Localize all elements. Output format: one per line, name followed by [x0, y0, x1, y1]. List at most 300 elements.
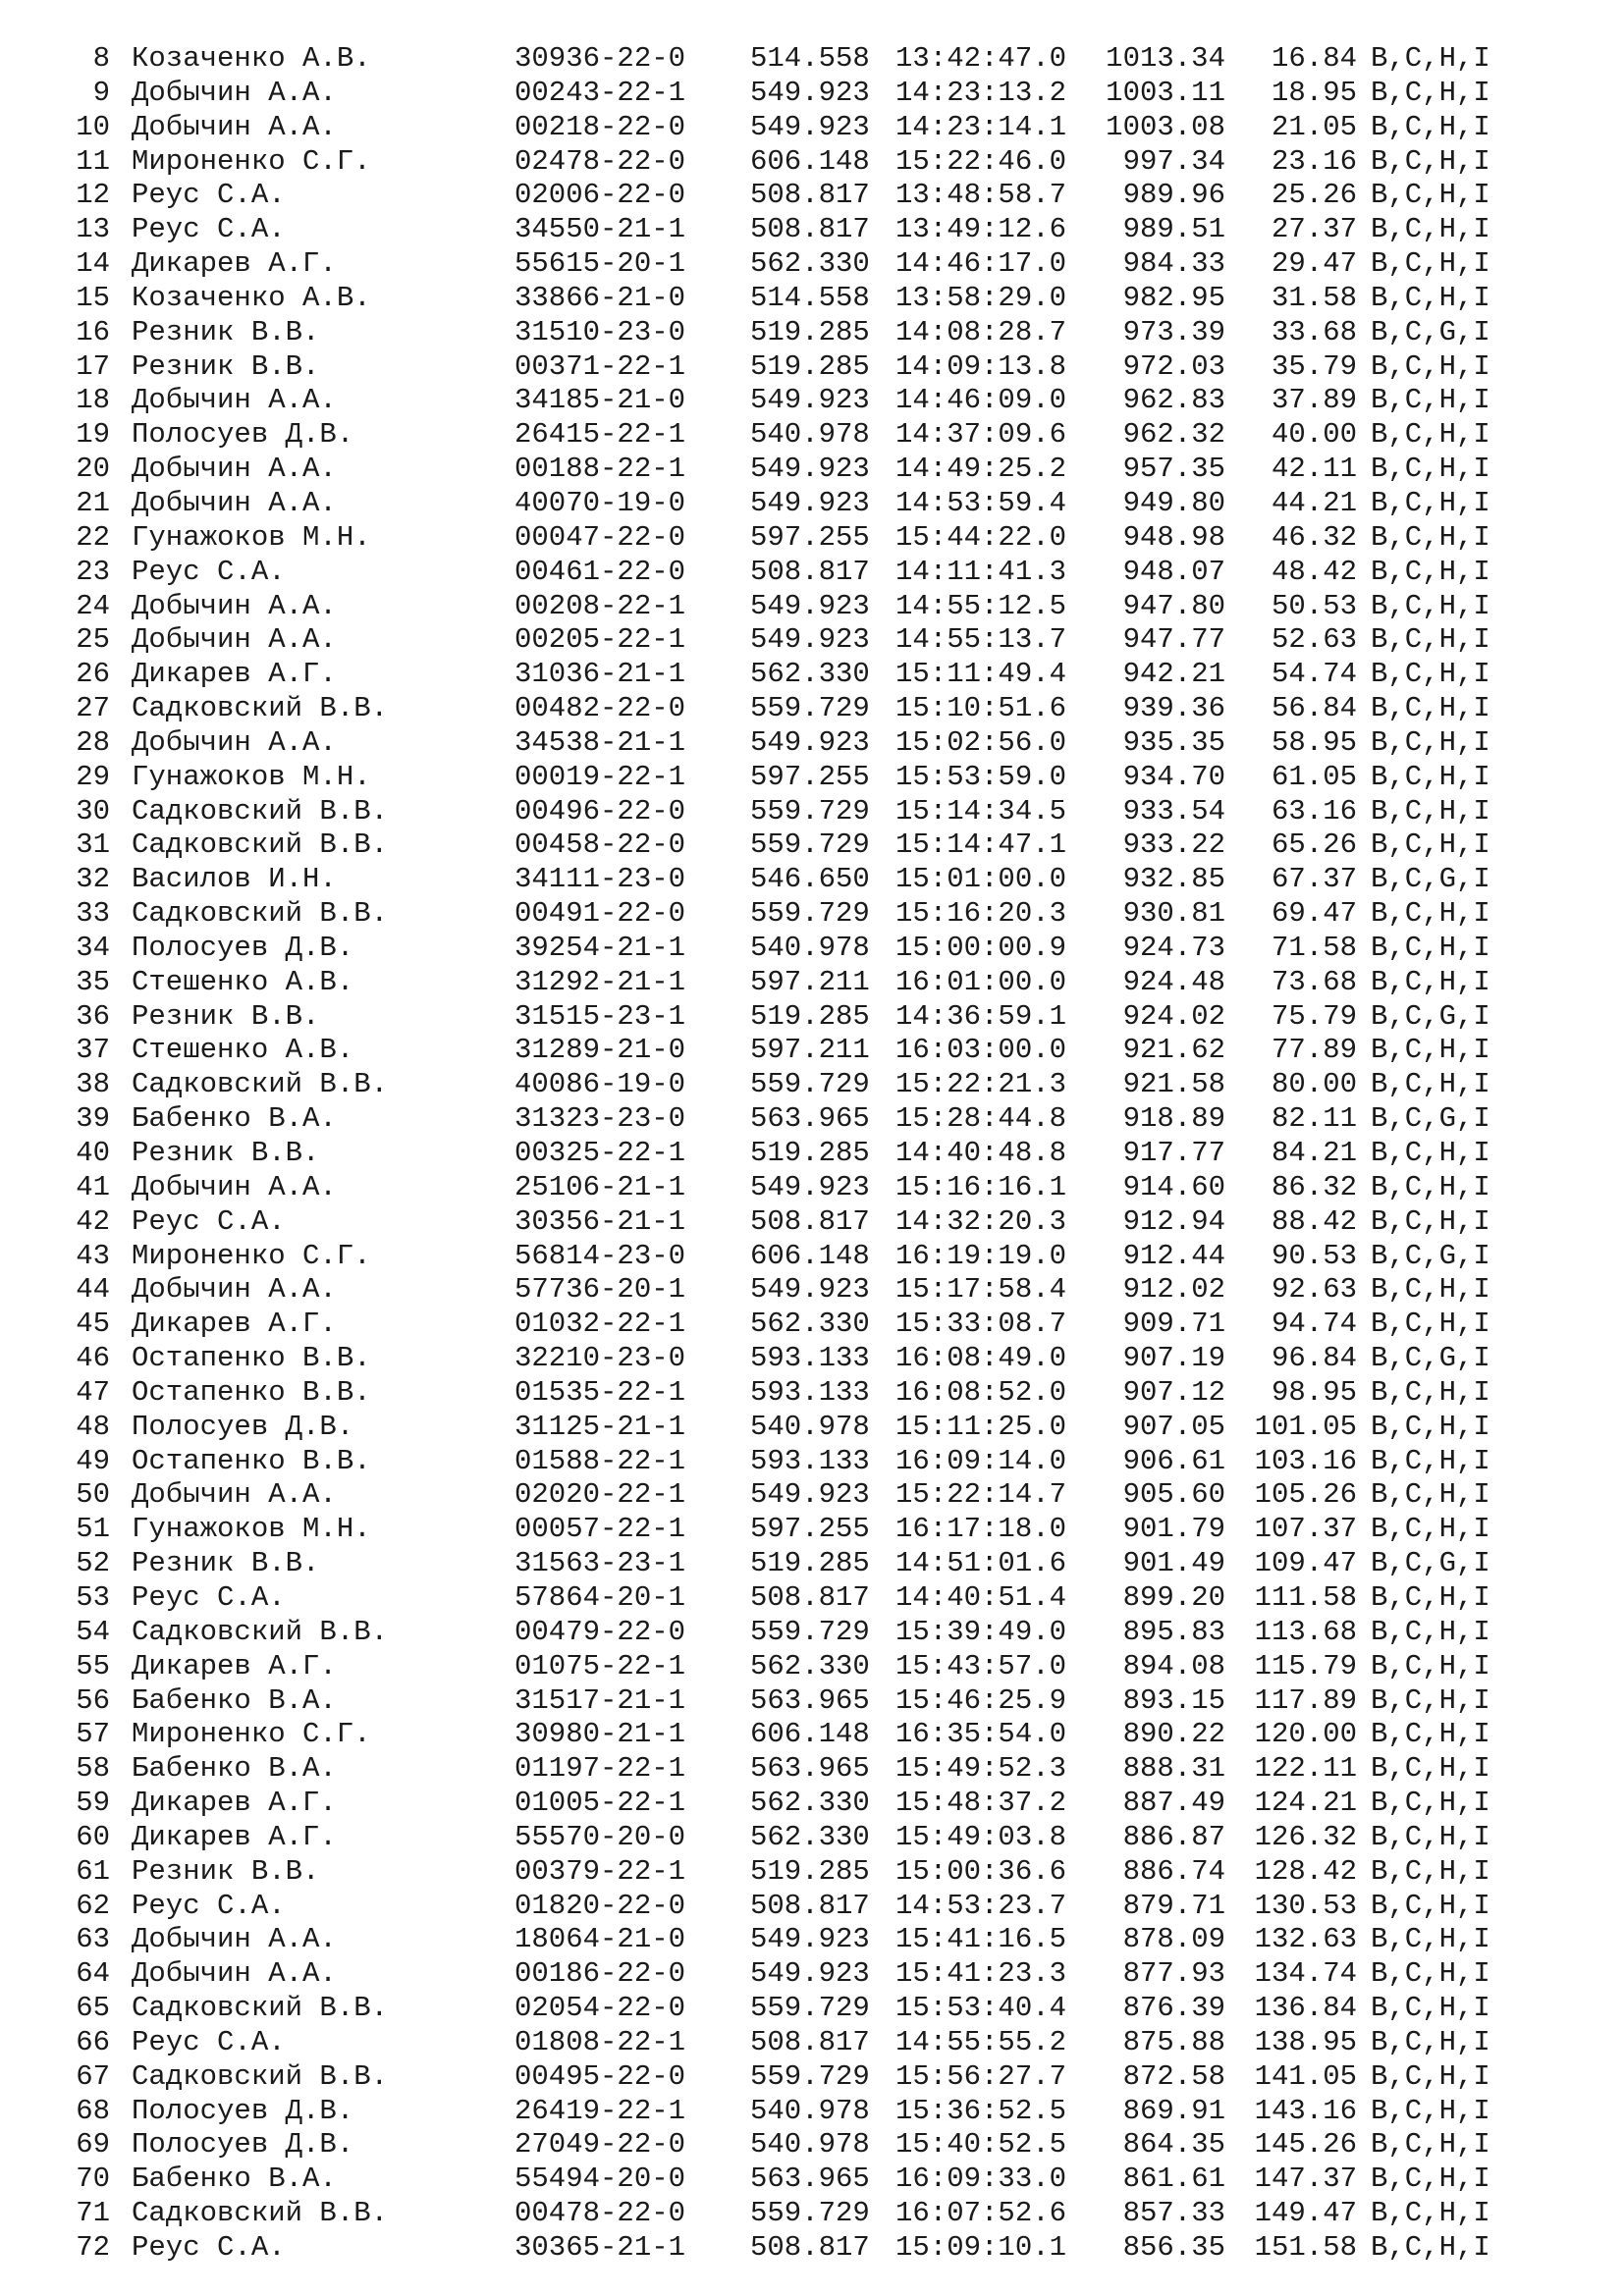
points: 61.05 [1271, 760, 1357, 793]
speed: 907.12 [1122, 1375, 1225, 1409]
table-row [0, 1547, 1624, 1581]
table-row [0, 1513, 1624, 1547]
categories: B,C,H,I [1371, 1478, 1490, 1512]
speed: 989.96 [1122, 179, 1225, 212]
ring-number: 31510-23-0 [514, 315, 686, 348]
categories: B,C,H,I [1371, 1923, 1490, 1956]
points: 128.42 [1254, 1854, 1357, 1888]
table-row [0, 897, 1624, 932]
points: 52.63 [1271, 623, 1357, 657]
speed: 934.70 [1122, 760, 1225, 793]
fancier-name: Василов И.Н. [132, 863, 337, 896]
place-number: 14 [76, 247, 110, 281]
ring-number: 30365-21-1 [514, 2231, 686, 2264]
ring-number: 31289-21-0 [514, 1034, 686, 1067]
distance: 508.817 [750, 213, 870, 246]
table-row [0, 1957, 1624, 1992]
place-number: 64 [76, 1957, 110, 1991]
distance: 559.729 [750, 692, 870, 725]
speed: 886.74 [1122, 1854, 1225, 1888]
place-number: 39 [76, 1102, 110, 1136]
place-number: 26 [76, 658, 110, 691]
categories: B,C,H,I [1371, 1068, 1490, 1101]
table-row [0, 1240, 1624, 1274]
distance: 508.817 [750, 179, 870, 212]
table-row [0, 42, 1624, 77]
table-row [0, 384, 1624, 418]
arrival-time: 15:46:25.9 [895, 1683, 1067, 1717]
points: 130.53 [1254, 1889, 1357, 1922]
fancier-name: Мироненко С.Г. [132, 1718, 371, 1751]
fancier-name: Добычин А.А. [132, 110, 337, 143]
place-number: 41 [76, 1170, 110, 1203]
arrival-time: 13:48:58.7 [895, 179, 1067, 212]
points: 86.32 [1271, 1170, 1357, 1203]
speed: 876.39 [1122, 1992, 1225, 2025]
place-number: 31 [76, 828, 110, 862]
table-row [0, 2095, 1624, 2129]
categories: B,C,H,I [1371, 1513, 1490, 1546]
fancier-name: Полосуев Д.В. [132, 931, 354, 964]
table-row [0, 350, 1624, 385]
place-number: 60 [76, 1820, 110, 1853]
categories: B,C,H,I [1371, 247, 1490, 281]
categories: B,C,G,I [1371, 1342, 1490, 1375]
arrival-time: 16:08:49.0 [895, 1342, 1067, 1375]
distance: 563.965 [750, 1752, 870, 1786]
points: 80.00 [1271, 1068, 1357, 1101]
categories: B,C,H,I [1371, 897, 1490, 931]
place-number: 36 [76, 999, 110, 1033]
ring-number: 01005-22-1 [514, 1787, 686, 1820]
fancier-name: Садковский В.В. [132, 1068, 389, 1101]
ring-number: 02006-22-0 [514, 179, 686, 212]
distance: 549.923 [750, 725, 870, 759]
speed: 917.77 [1122, 1137, 1225, 1169]
categories: B,C,H,I [1371, 589, 1490, 622]
ring-number: 00019-22-1 [514, 760, 686, 793]
categories: B,C,G,I [1371, 1102, 1490, 1136]
fancier-name: Козаченко А.В. [132, 42, 371, 75]
ring-number: 02020-22-1 [514, 1478, 686, 1512]
distance: 549.923 [750, 453, 870, 486]
speed: 869.91 [1122, 2094, 1225, 2127]
fancier-name: Добычин А.А. [132, 1957, 337, 1991]
categories: B,C,H,I [1371, 1034, 1490, 1067]
points: 50.53 [1271, 589, 1357, 622]
fancier-name: Садковский В.В. [132, 2197, 389, 2230]
categories: B,C,G,I [1371, 1239, 1490, 1272]
distance: 563.965 [750, 1683, 870, 1717]
points: 54.74 [1271, 658, 1357, 691]
arrival-time: 14:40:51.4 [895, 1580, 1067, 1614]
distance: 546.650 [750, 863, 870, 896]
place-number: 48 [76, 1410, 110, 1443]
points: 101.05 [1254, 1410, 1357, 1443]
distance: 549.923 [750, 1957, 870, 1991]
place-number: 20 [76, 453, 110, 486]
place-number: 44 [76, 1273, 110, 1307]
place-number: 59 [76, 1787, 110, 1820]
fancier-name: Добычин А.А. [132, 725, 337, 759]
points: 82.11 [1271, 1102, 1357, 1136]
distance: 597.255 [750, 1513, 870, 1546]
place-number: 40 [76, 1137, 110, 1169]
categories: B,C,H,I [1371, 2231, 1490, 2264]
speed: 1013.34 [1106, 42, 1225, 75]
fancier-name: Дикарев А.Г. [132, 658, 337, 691]
place-number: 12 [76, 179, 110, 212]
ring-number: 31125-21-1 [514, 1410, 686, 1443]
distance: 519.285 [750, 1137, 870, 1169]
points: 90.53 [1271, 1239, 1357, 1272]
arrival-time: 15:48:37.2 [895, 1787, 1067, 1820]
ring-number: 31563-23-1 [514, 1547, 686, 1580]
ring-number: 31517-21-1 [514, 1683, 686, 1717]
points: 126.32 [1254, 1820, 1357, 1853]
points: 111.58 [1254, 1580, 1357, 1614]
table-row [0, 487, 1624, 521]
points: 88.42 [1271, 1204, 1357, 1238]
table-row [0, 623, 1624, 658]
categories: B,C,H,I [1371, 1752, 1490, 1786]
speed: 907.19 [1122, 1342, 1225, 1375]
categories: B,C,H,I [1371, 794, 1490, 828]
categories: B,C,H,I [1371, 965, 1490, 998]
points: 149.47 [1254, 2197, 1357, 2230]
categories: B,C,H,I [1371, 1718, 1490, 1751]
table-row [0, 2163, 1624, 2197]
table-row [0, 179, 1624, 213]
arrival-time: 16:09:33.0 [895, 2163, 1067, 2196]
ring-number: 01032-22-1 [514, 1308, 686, 1341]
points: 98.95 [1271, 1375, 1357, 1409]
distance: 549.923 [750, 1273, 870, 1307]
fancier-name: Дикарев А.Г. [132, 1308, 337, 1341]
table-row [0, 1376, 1624, 1411]
points: 147.37 [1254, 2163, 1357, 2196]
table-row [0, 77, 1624, 111]
distance: 540.978 [750, 1410, 870, 1443]
place-number: 24 [76, 589, 110, 622]
categories: B,C,H,I [1371, 931, 1490, 964]
categories: B,C,H,I [1371, 486, 1490, 519]
ring-number: 55615-20-1 [514, 247, 686, 281]
fancier-name: Бабенко В.А. [132, 2163, 337, 2196]
distance: 549.923 [750, 384, 870, 417]
arrival-time: 14:55:55.2 [895, 2025, 1067, 2058]
fancier-name: Дикарев А.Г. [132, 1649, 337, 1682]
ring-number: 01820-22-0 [514, 1889, 686, 1922]
place-number: 63 [76, 1923, 110, 1956]
table-row [0, 590, 1624, 624]
table-row [0, 1000, 1624, 1035]
speed: 875.88 [1122, 2025, 1225, 2058]
points: 96.84 [1271, 1342, 1357, 1375]
speed: 935.35 [1122, 725, 1225, 759]
arrival-time: 15:16:16.1 [895, 1170, 1067, 1203]
distance: 559.729 [750, 1068, 870, 1101]
points: 109.47 [1254, 1547, 1357, 1580]
categories: B,C,H,I [1371, 1649, 1490, 1682]
table-row [0, 828, 1624, 863]
ring-number: 30356-21-1 [514, 1204, 686, 1238]
speed: 989.51 [1122, 213, 1225, 246]
place-number: 22 [76, 520, 110, 554]
ring-number: 00218-22-0 [514, 110, 686, 143]
fancier-name: Бабенко В.А. [132, 1102, 337, 1136]
ring-number: 00205-22-1 [514, 623, 686, 657]
speed: 912.44 [1122, 1239, 1225, 1272]
points: 33.68 [1271, 315, 1357, 348]
table-row [0, 658, 1624, 692]
speed: 861.61 [1122, 2163, 1225, 2196]
arrival-time: 15:53:40.4 [895, 1992, 1067, 2025]
categories: B,C,H,I [1371, 281, 1490, 314]
table-row [0, 1752, 1624, 1787]
categories: B,C,H,I [1371, 2059, 1490, 2093]
categories: B,C,H,I [1371, 520, 1490, 554]
ring-number: 56814-23-0 [514, 1239, 686, 1272]
ring-number: 40086-19-0 [514, 1068, 686, 1101]
categories: B,C,H,I [1371, 42, 1490, 75]
place-number: 17 [76, 349, 110, 383]
arrival-time: 15:28:44.8 [895, 1102, 1067, 1136]
distance: 549.923 [750, 1923, 870, 1956]
categories: B,C,H,I [1371, 2163, 1490, 2196]
distance: 559.729 [750, 828, 870, 862]
ring-number: 00482-22-0 [514, 692, 686, 725]
table-row [0, 2197, 1624, 2231]
place-number: 62 [76, 1889, 110, 1922]
fancier-name: Реус С.А. [132, 1889, 286, 1922]
categories: B,C,H,I [1371, 144, 1490, 178]
ring-number: 00495-22-0 [514, 2059, 686, 2093]
fancier-name: Добычин А.А. [132, 486, 337, 519]
distance: 519.285 [750, 315, 870, 348]
place-number: 46 [76, 1342, 110, 1375]
arrival-time: 16:09:14.0 [895, 1444, 1067, 1477]
arrival-time: 15:56:27.7 [895, 2059, 1067, 2093]
points: 40.00 [1271, 418, 1357, 452]
points: 120.00 [1254, 1718, 1357, 1751]
fancier-name: Добычин А.А. [132, 1273, 337, 1307]
table-row [0, 1787, 1624, 1821]
points: 21.05 [1271, 110, 1357, 143]
ring-number: 34538-21-1 [514, 725, 686, 759]
arrival-time: 14:23:14.1 [895, 110, 1067, 143]
arrival-time: 14:51:01.6 [895, 1547, 1067, 1580]
place-number: 33 [76, 897, 110, 931]
ring-number: 34185-21-0 [514, 384, 686, 417]
table-row [0, 1650, 1624, 1684]
table-row [0, 1205, 1624, 1240]
place-number: 49 [76, 1444, 110, 1477]
categories: B,C,H,I [1371, 828, 1490, 862]
fancier-name: Садковский В.В. [132, 828, 389, 862]
categories: B,C,H,I [1371, 555, 1490, 588]
categories: B,C,H,I [1371, 1957, 1490, 1991]
ring-number: 00325-22-1 [514, 1137, 686, 1169]
points: 103.16 [1254, 1444, 1357, 1477]
speed: 909.71 [1122, 1308, 1225, 1341]
points: 105.26 [1254, 1478, 1357, 1512]
arrival-time: 14:23:13.2 [895, 76, 1067, 109]
table-row [0, 1273, 1624, 1308]
speed: 924.73 [1122, 931, 1225, 964]
speed: 877.93 [1122, 1957, 1225, 1991]
arrival-time: 15:43:57.0 [895, 1649, 1067, 1682]
place-number: 67 [76, 2059, 110, 2093]
place-number: 71 [76, 2197, 110, 2230]
table-row [0, 1718, 1624, 1752]
fancier-name: Стешенко А.В. [132, 1034, 354, 1067]
table-row [0, 1445, 1624, 1479]
categories: B,C,H,I [1371, 623, 1490, 657]
table-row [0, 932, 1624, 966]
arrival-time: 15:10:51.6 [895, 692, 1067, 725]
results-table [0, 42, 1624, 2266]
distance: 562.330 [750, 1649, 870, 1682]
arrival-time: 15:41:23.3 [895, 1957, 1067, 1991]
points: 117.89 [1254, 1683, 1357, 1717]
fancier-name: Добычин А.А. [132, 1478, 337, 1512]
distance: 562.330 [750, 1820, 870, 1853]
ring-number: 00208-22-1 [514, 589, 686, 622]
distance: 508.817 [750, 2025, 870, 2058]
table-row [0, 1616, 1624, 1650]
table-row [0, 282, 1624, 316]
categories: B,C,H,I [1371, 1273, 1490, 1307]
fancier-name: Реус С.А. [132, 555, 286, 588]
ring-number: 39254-21-1 [514, 931, 686, 964]
points: 94.74 [1271, 1308, 1357, 1341]
table-row [0, 1992, 1624, 2026]
distance: 593.133 [750, 1342, 870, 1375]
categories: B,C,G,I [1371, 863, 1490, 896]
speed: 949.80 [1122, 486, 1225, 519]
ring-number: 34550-21-1 [514, 213, 686, 246]
points: 42.11 [1271, 453, 1357, 486]
place-number: 42 [76, 1204, 110, 1238]
place-number: 54 [76, 1615, 110, 1648]
points: 48.42 [1271, 555, 1357, 588]
place-number: 43 [76, 1239, 110, 1272]
table-row [0, 1411, 1624, 1445]
speed: 864.35 [1122, 2128, 1225, 2162]
speed: 947.77 [1122, 623, 1225, 657]
fancier-name: Садковский В.В. [132, 1992, 389, 2025]
points: 132.63 [1254, 1923, 1357, 1956]
points: 115.79 [1254, 1649, 1357, 1682]
speed: 905.60 [1122, 1478, 1225, 1512]
place-number: 10 [76, 110, 110, 143]
arrival-time: 14:11:41.3 [895, 555, 1067, 588]
categories: B,C,H,I [1371, 349, 1490, 383]
place-number: 56 [76, 1683, 110, 1717]
arrival-time: 16:03:00.0 [895, 1034, 1067, 1067]
distance: 508.817 [750, 555, 870, 588]
distance: 562.330 [750, 1308, 870, 1341]
speed: 957.35 [1122, 453, 1225, 486]
place-number: 61 [76, 1854, 110, 1888]
place-number: 72 [76, 2231, 110, 2264]
speed: 906.61 [1122, 1444, 1225, 1477]
speed: 901.79 [1122, 1513, 1225, 1546]
fancier-name: Гунажоков М.Н. [132, 520, 371, 554]
table-row [0, 795, 1624, 829]
distance: 519.285 [750, 1547, 870, 1580]
categories: B,C,H,I [1371, 1615, 1490, 1648]
ring-number: 00243-22-1 [514, 76, 686, 109]
ring-number: 00496-22-0 [514, 794, 686, 828]
place-number: 68 [76, 2094, 110, 2127]
table-row [0, 1855, 1624, 1890]
categories: B,C,H,I [1371, 1444, 1490, 1477]
fancier-name: Резник В.В. [132, 315, 320, 348]
speed: 886.87 [1122, 1820, 1225, 1853]
fancier-name: Остапенко В.В. [132, 1444, 371, 1477]
distance: 593.133 [750, 1444, 870, 1477]
speed: 893.15 [1122, 1683, 1225, 1717]
categories: B,C,H,I [1371, 1820, 1490, 1853]
place-number: 69 [76, 2128, 110, 2162]
points: 44.21 [1271, 486, 1357, 519]
place-number: 19 [76, 418, 110, 452]
arrival-time: 15:22:21.3 [895, 1068, 1067, 1101]
speed: 914.60 [1122, 1170, 1225, 1203]
speed: 972.03 [1122, 349, 1225, 383]
table-row [0, 1068, 1624, 1102]
points: 16.84 [1271, 42, 1357, 75]
table-row [0, 2026, 1624, 2060]
distance: 540.978 [750, 2094, 870, 2127]
distance: 559.729 [750, 794, 870, 828]
speed: 924.02 [1122, 999, 1225, 1033]
table-row [0, 2128, 1624, 2163]
table-row [0, 1890, 1624, 1924]
arrival-time: 15:22:46.0 [895, 144, 1067, 178]
speed: 973.39 [1122, 315, 1225, 348]
table-row [0, 1478, 1624, 1513]
place-number: 45 [76, 1308, 110, 1341]
distance: 549.923 [750, 1170, 870, 1203]
points: 23.16 [1271, 144, 1357, 178]
speed: 933.22 [1122, 828, 1225, 862]
distance: 514.558 [750, 281, 870, 314]
fancier-name: Садковский В.В. [132, 1615, 389, 1648]
place-number: 29 [76, 760, 110, 793]
fancier-name: Гунажоков М.Н. [132, 1513, 371, 1546]
distance: 559.729 [750, 897, 870, 931]
arrival-time: 16:19:19.0 [895, 1239, 1067, 1272]
distance: 593.133 [750, 1375, 870, 1409]
arrival-time: 15:40:52.5 [895, 2128, 1067, 2162]
points: 151.58 [1254, 2231, 1357, 2264]
distance: 559.729 [750, 1615, 870, 1648]
speed: 962.83 [1122, 384, 1225, 417]
table-row [0, 1581, 1624, 1616]
place-number: 34 [76, 931, 110, 964]
categories: B,C,H,I [1371, 179, 1490, 212]
points: 141.05 [1254, 2059, 1357, 2093]
arrival-time: 15:41:16.5 [895, 1923, 1067, 1956]
categories: B,C,H,I [1371, 658, 1490, 691]
points: 65.26 [1271, 828, 1357, 862]
points: 75.79 [1271, 999, 1357, 1033]
arrival-time: 15:11:49.4 [895, 658, 1067, 691]
place-number: 47 [76, 1375, 110, 1409]
